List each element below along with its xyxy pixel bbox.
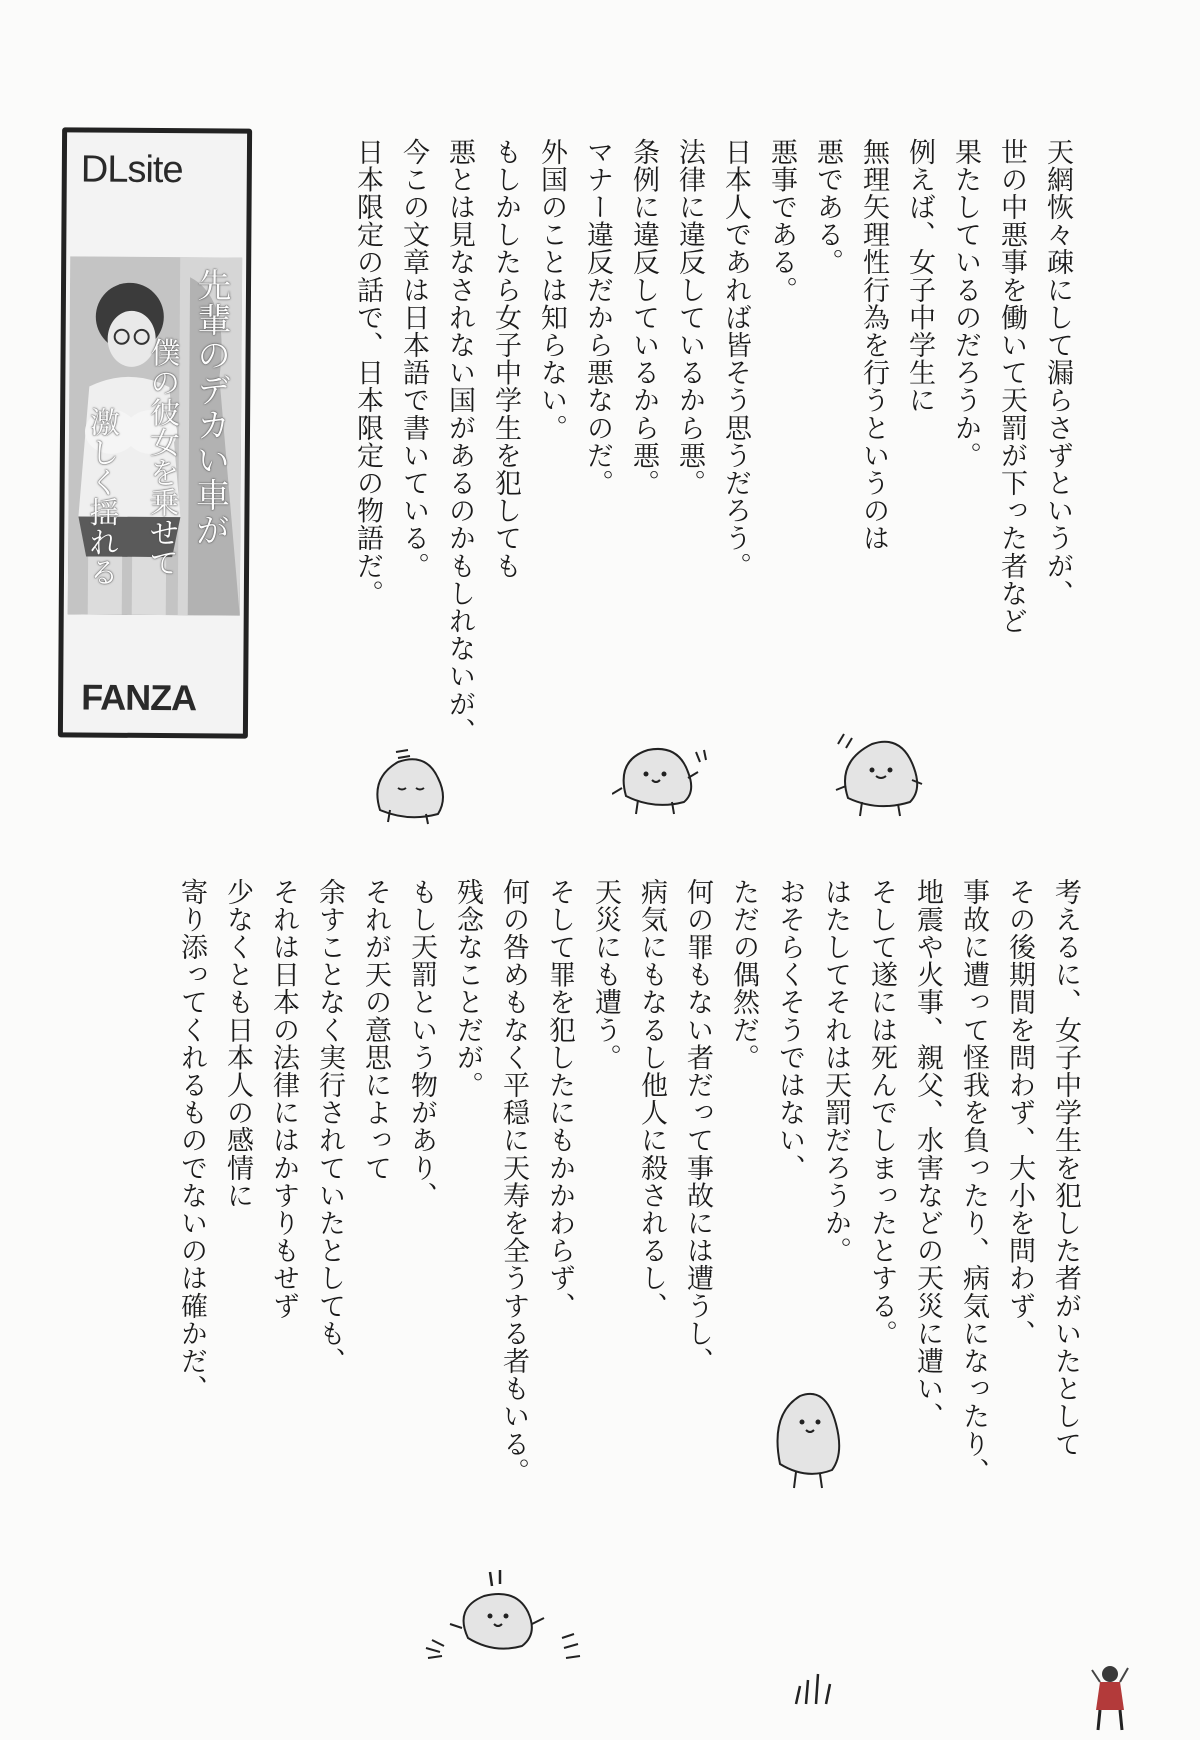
- small-character-icon: [1088, 1660, 1134, 1734]
- bottom-text-line: それが天の意思によって: [360, 878, 391, 1182]
- ad-cover-image: [68, 256, 242, 615]
- top-text-line: 日本限定の話で、日本限定の物語だ。: [352, 138, 383, 608]
- top-text-block: [344, 138, 1080, 746]
- top-text-line: 無理矢理性行為を行うというのは: [858, 138, 889, 552]
- blob-mascot-happy-icon: [832, 730, 932, 820]
- bottom-text-line: そして遂には死んでしまったとする。: [866, 878, 897, 1348]
- blob-mascot-sleepy-icon: [368, 748, 452, 828]
- blob-mascot-standing-icon: [770, 1384, 850, 1494]
- top-text-line: 日本人であれば皆そう思うだろう。: [720, 138, 751, 580]
- bottom-text-line: ただの偶然だ。: [728, 878, 759, 1072]
- ad-title-line-1: 先輩のデカい車が: [189, 267, 232, 548]
- bottom-text-line: 何の咎めもなく平穏に天寿を全うする者もいる。: [498, 878, 529, 1486]
- bottom-text-line: そして罪を犯したにもかかわらず、: [544, 878, 575, 1320]
- top-text-line: 天網恢々疎にして漏らさずというが、: [1042, 138, 1073, 608]
- bottom-text-block: [168, 878, 1088, 1486]
- bottom-text-line: その後期間を問わず、大小を問わず、: [1004, 878, 1035, 1348]
- bottom-text-line: 地震や火事、親父、水害などの天災に遭い、: [912, 878, 943, 1430]
- bottom-text-line: 寄り添ってくれるものでないのは確かだ、: [176, 878, 207, 1403]
- top-text-line: 法律に違反しているから悪。: [674, 138, 705, 497]
- ad-title-line-3: 激しく揺れる: [82, 406, 120, 587]
- blob-mascot-surprised-icon: [424, 1568, 584, 1664]
- bottom-text-line: 病気にもなるし他人に殺されるし、: [636, 878, 667, 1320]
- top-text-line: 今この文章は日本語で書いている。: [398, 138, 429, 580]
- bottom-text-line: 余すことなく実行されていたとしても、: [314, 878, 345, 1375]
- bottom-text-line: 何の罪もない者だって事故には遭うし、: [682, 878, 713, 1375]
- bottom-text-line: 少なくとも日本人の感情に: [222, 878, 253, 1210]
- bottom-text-line: おそらくそうではない、: [774, 878, 805, 1182]
- blob-mascot-waving-icon: [612, 738, 712, 818]
- top-text-line: 悪事である。: [766, 138, 797, 304]
- top-text-line: 外国のことは知らない。: [536, 138, 567, 442]
- top-text-line: もしかしたら女子中学生を犯しても: [490, 138, 521, 580]
- top-text-line: 条例に違反しているから悪。: [628, 138, 659, 497]
- top-text-line: 世の中悪事を働いて天罰が下った者など: [996, 138, 1027, 635]
- top-text-line: 果たしているのだろうか。: [950, 138, 981, 470]
- bottom-text-line: はたしてそれは天罰だろうか。: [820, 878, 851, 1265]
- bottom-text-line: 事故に遭って怪我を負ったり、病気になったり、: [958, 878, 989, 1486]
- top-text-line: 例えば、女子中学生に: [904, 138, 935, 414]
- top-text-line: 悪とは見なされない国があるのかもしれないが、: [444, 138, 475, 746]
- bottom-text-line: 考えるに、女子中学生を犯した者がいたとして: [1050, 878, 1081, 1458]
- bottom-text-line: 天災にも遭う。: [590, 878, 621, 1072]
- fanza-logo: FANZA: [81, 676, 197, 719]
- top-text-line: 悪である。: [812, 138, 843, 276]
- scribble-marks-icon: [790, 1666, 850, 1706]
- bottom-text-line: もし天罰という物があり、: [406, 878, 437, 1210]
- advertisement-box[interactable]: [58, 127, 252, 738]
- bottom-text-line: 残念なことだが。: [452, 878, 483, 1099]
- top-text-line: マナー違反だから悪なのだ。: [582, 138, 613, 497]
- dlsite-logo: DLsite: [80, 148, 183, 192]
- bottom-text-line: それは日本の法律にはかすりもせず: [268, 878, 299, 1320]
- ad-title-line-2: 僕の彼女を乗せて: [142, 336, 180, 578]
